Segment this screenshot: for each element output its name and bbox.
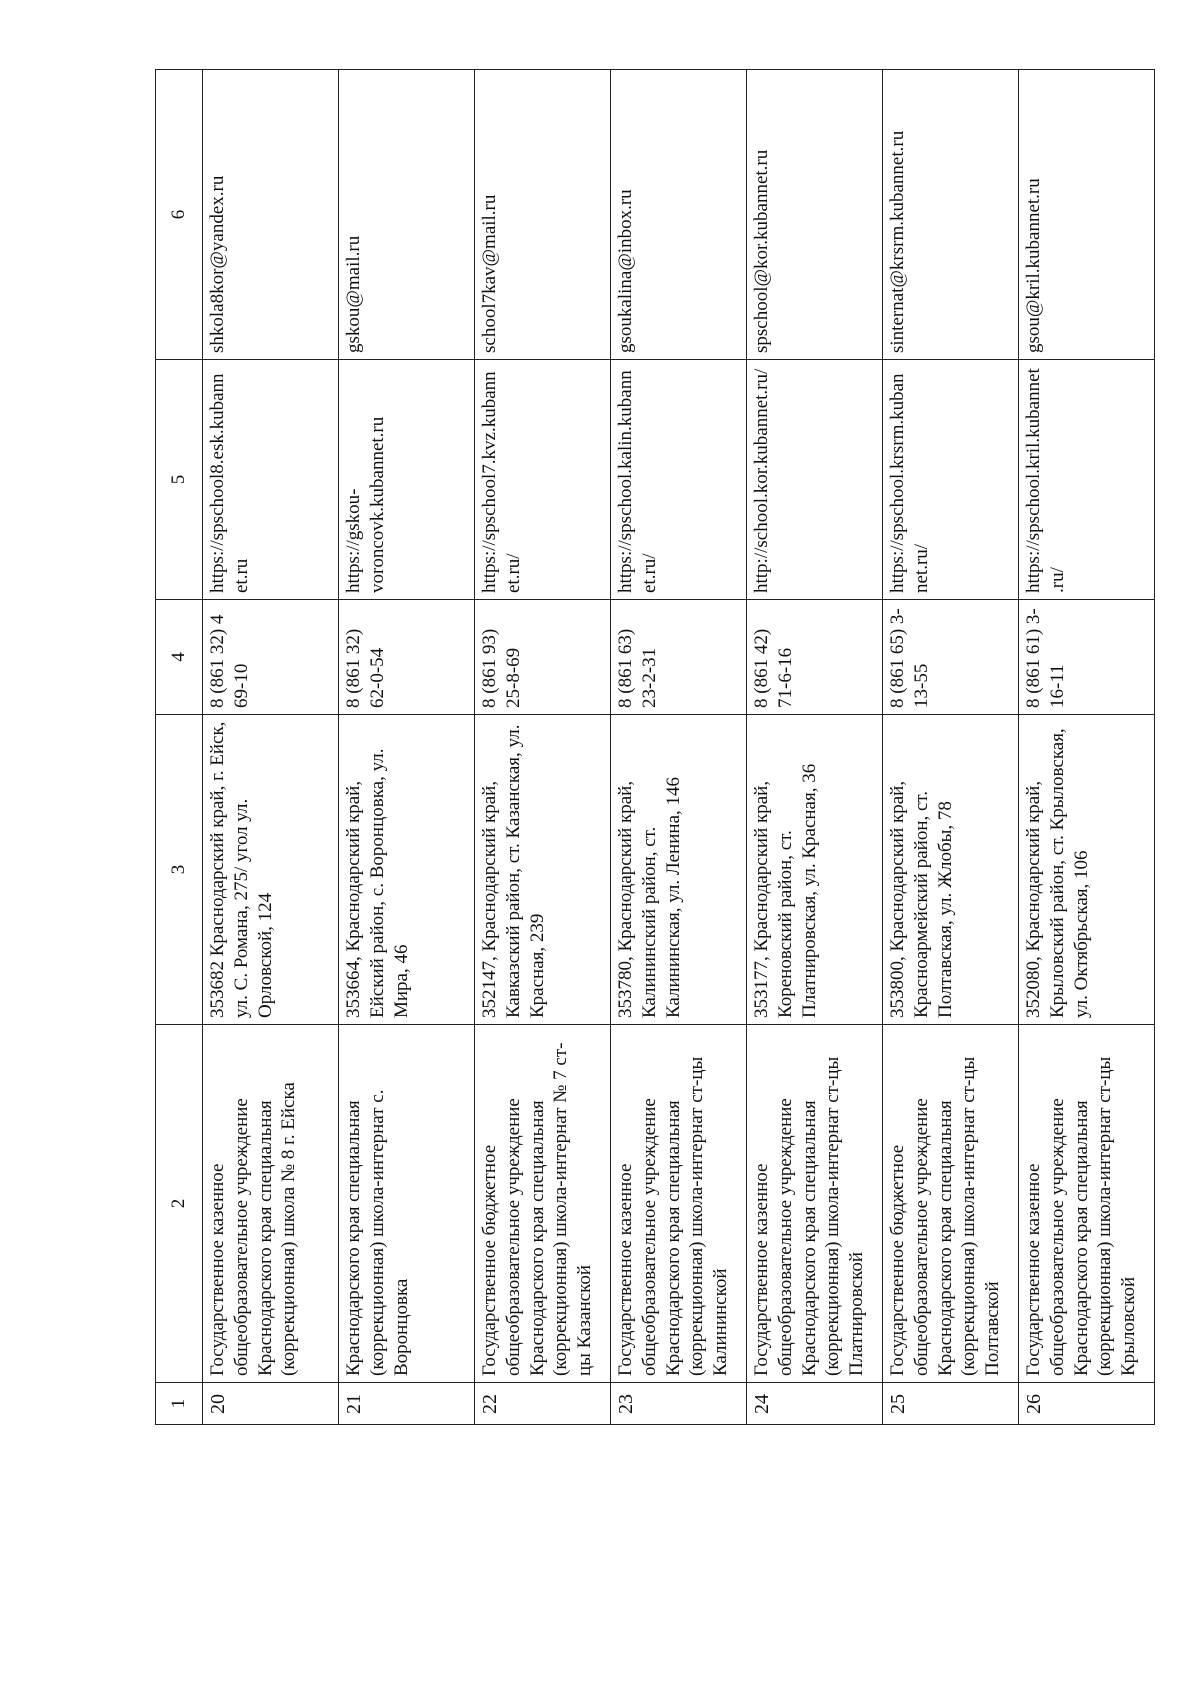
table-row xyxy=(475,70,611,1425)
row-number: 26 xyxy=(1019,1383,1155,1425)
website-cell: https://spschool8.esk.kubannet.ru xyxy=(203,360,339,600)
table-row xyxy=(747,70,883,1425)
row-number: 20 xyxy=(203,1383,339,1425)
email-cell: gskou@mail.ru xyxy=(339,70,475,360)
address-cell: 353177, Краснодарский край, Кореновский район, ст. Платнировская, ул. Красная, 36 xyxy=(747,715,883,1025)
header-col-3: 3 xyxy=(156,715,203,1025)
table-row xyxy=(611,70,747,1425)
address-cell: 353664, Краснодарский край, Ейский район, с. Воронцовка, ул. Мира, 46 xyxy=(339,715,475,1025)
institution-name: Государственное казенное общеобразовательное учреждение Краснодарского края специальная (коррекционная) школа-интернат ст-цы Крыловской xyxy=(1019,1025,1155,1383)
address-cell: 353780, Краснодарский край, Калининский район, ст. Калининская, ул. Ленина, 146 xyxy=(611,715,747,1025)
phone-cell: 8 (861 32) 4 69-10 xyxy=(203,600,339,715)
website-cell: https://spschool.kril.kubannet.ru/ xyxy=(1019,360,1155,600)
email-cell: school7kav@mail.ru xyxy=(475,70,611,360)
institution-name: Краснодарского края специальная (коррекционная) школа-интернат с. Воронцовка xyxy=(339,1025,475,1383)
institution-name: Государственное казенное общеобразовательное учреждение Краснодарского края специальная (коррекционная) школа № 8 г. Ейска xyxy=(203,1025,339,1383)
email-cell: gsou@kril.kubannet.ru xyxy=(1019,70,1155,360)
header-col-6: 6 xyxy=(156,70,203,360)
address-cell: 353682 Краснодарский край, г. Ейск, ул. С. Романа, 275/ угол ул. Орловской, 124 xyxy=(203,715,339,1025)
table-row xyxy=(339,70,475,1425)
email-cell: sinternat@krsrm.kubannet.ru xyxy=(883,70,1019,360)
website-cell: http://school.kor.kubannet.ru/ xyxy=(747,360,883,600)
row-number: 22 xyxy=(475,1383,611,1425)
address-cell: 352147, Краснодарский край, Кавказский район, ст. Казанская, ул. Красная, 239 xyxy=(475,715,611,1025)
table-row xyxy=(883,70,1019,1425)
row-number: 25 xyxy=(883,1383,1019,1425)
institution-name: Государственное бюджетное общеобразовательное учреждение Краснодарского края специальная (коррекционная) школа-интернат № 7 ст-цы Казанской xyxy=(475,1025,611,1383)
row-number: 21 xyxy=(339,1383,475,1425)
header-col-5: 5 xyxy=(156,360,203,600)
header-col-4: 4 xyxy=(156,600,203,715)
row-number: 23 xyxy=(611,1383,747,1425)
header-row xyxy=(156,70,203,1425)
phone-cell: 8 (861 42) 71-6-16 xyxy=(747,600,883,715)
email-cell: shkola8kor@yandex.ru xyxy=(203,70,339,360)
phone-cell: 8 (861 65) 3-13-55 xyxy=(883,600,1019,715)
phone-cell: 8 (861 93) 25-8-69 xyxy=(475,600,611,715)
email-cell: gsoukalina@inbox.ru xyxy=(611,70,747,360)
phone-cell: 8 (861 61) 3-16-11 xyxy=(1019,600,1155,715)
address-cell: 353800, Краснодарский край, Красноармейский район, ст. Полтавская, ул. Жлобы, 78 xyxy=(883,715,1019,1025)
institution-name: Государственное казенное общеобразовательное учреждение Краснодарского края специальная (коррекционная) школа-интернат ст-цы Платнировской xyxy=(747,1025,883,1383)
website-cell: https://spschool7.kvz.kubannet.ru/ xyxy=(475,360,611,600)
header-col-1: 1 xyxy=(156,1383,203,1425)
email-cell: spschool@kor.kubannet.ru xyxy=(747,70,883,360)
phone-cell: 8 (861 32) 62-0-54 xyxy=(339,600,475,715)
phone-cell: 8 (861 63) 23-2-31 xyxy=(611,600,747,715)
institution-name: Государственное бюджетное общеобразовательное учреждение Краснодарского края специальная (коррекционная) школа-интернат ст-цы Полтавской xyxy=(883,1025,1019,1383)
website-cell: https://gskou-voroncovk.kubannet.ru xyxy=(339,360,475,600)
rotated-document-page xyxy=(155,70,1139,1425)
table-row xyxy=(1019,70,1155,1425)
header-col-2: 2 xyxy=(156,1025,203,1383)
website-cell: https://spschool.kalin.kubannet.ru/ xyxy=(611,360,747,600)
row-number: 24 xyxy=(747,1383,883,1425)
address-cell: 352080, Краснодарский край, Крыловский район, ст. Крыловская, ул. Октябрьская, 106 xyxy=(1019,715,1155,1025)
schools-table xyxy=(155,69,1155,1425)
institution-name: Государственное казенное общеобразовательное учреждение Краснодарского края специальная (коррекционная) школа-интернат ст-цы Калининской xyxy=(611,1025,747,1383)
table-row xyxy=(203,70,339,1425)
website-cell: https://spschool.krsrm.kubannet.ru/ xyxy=(883,360,1019,600)
